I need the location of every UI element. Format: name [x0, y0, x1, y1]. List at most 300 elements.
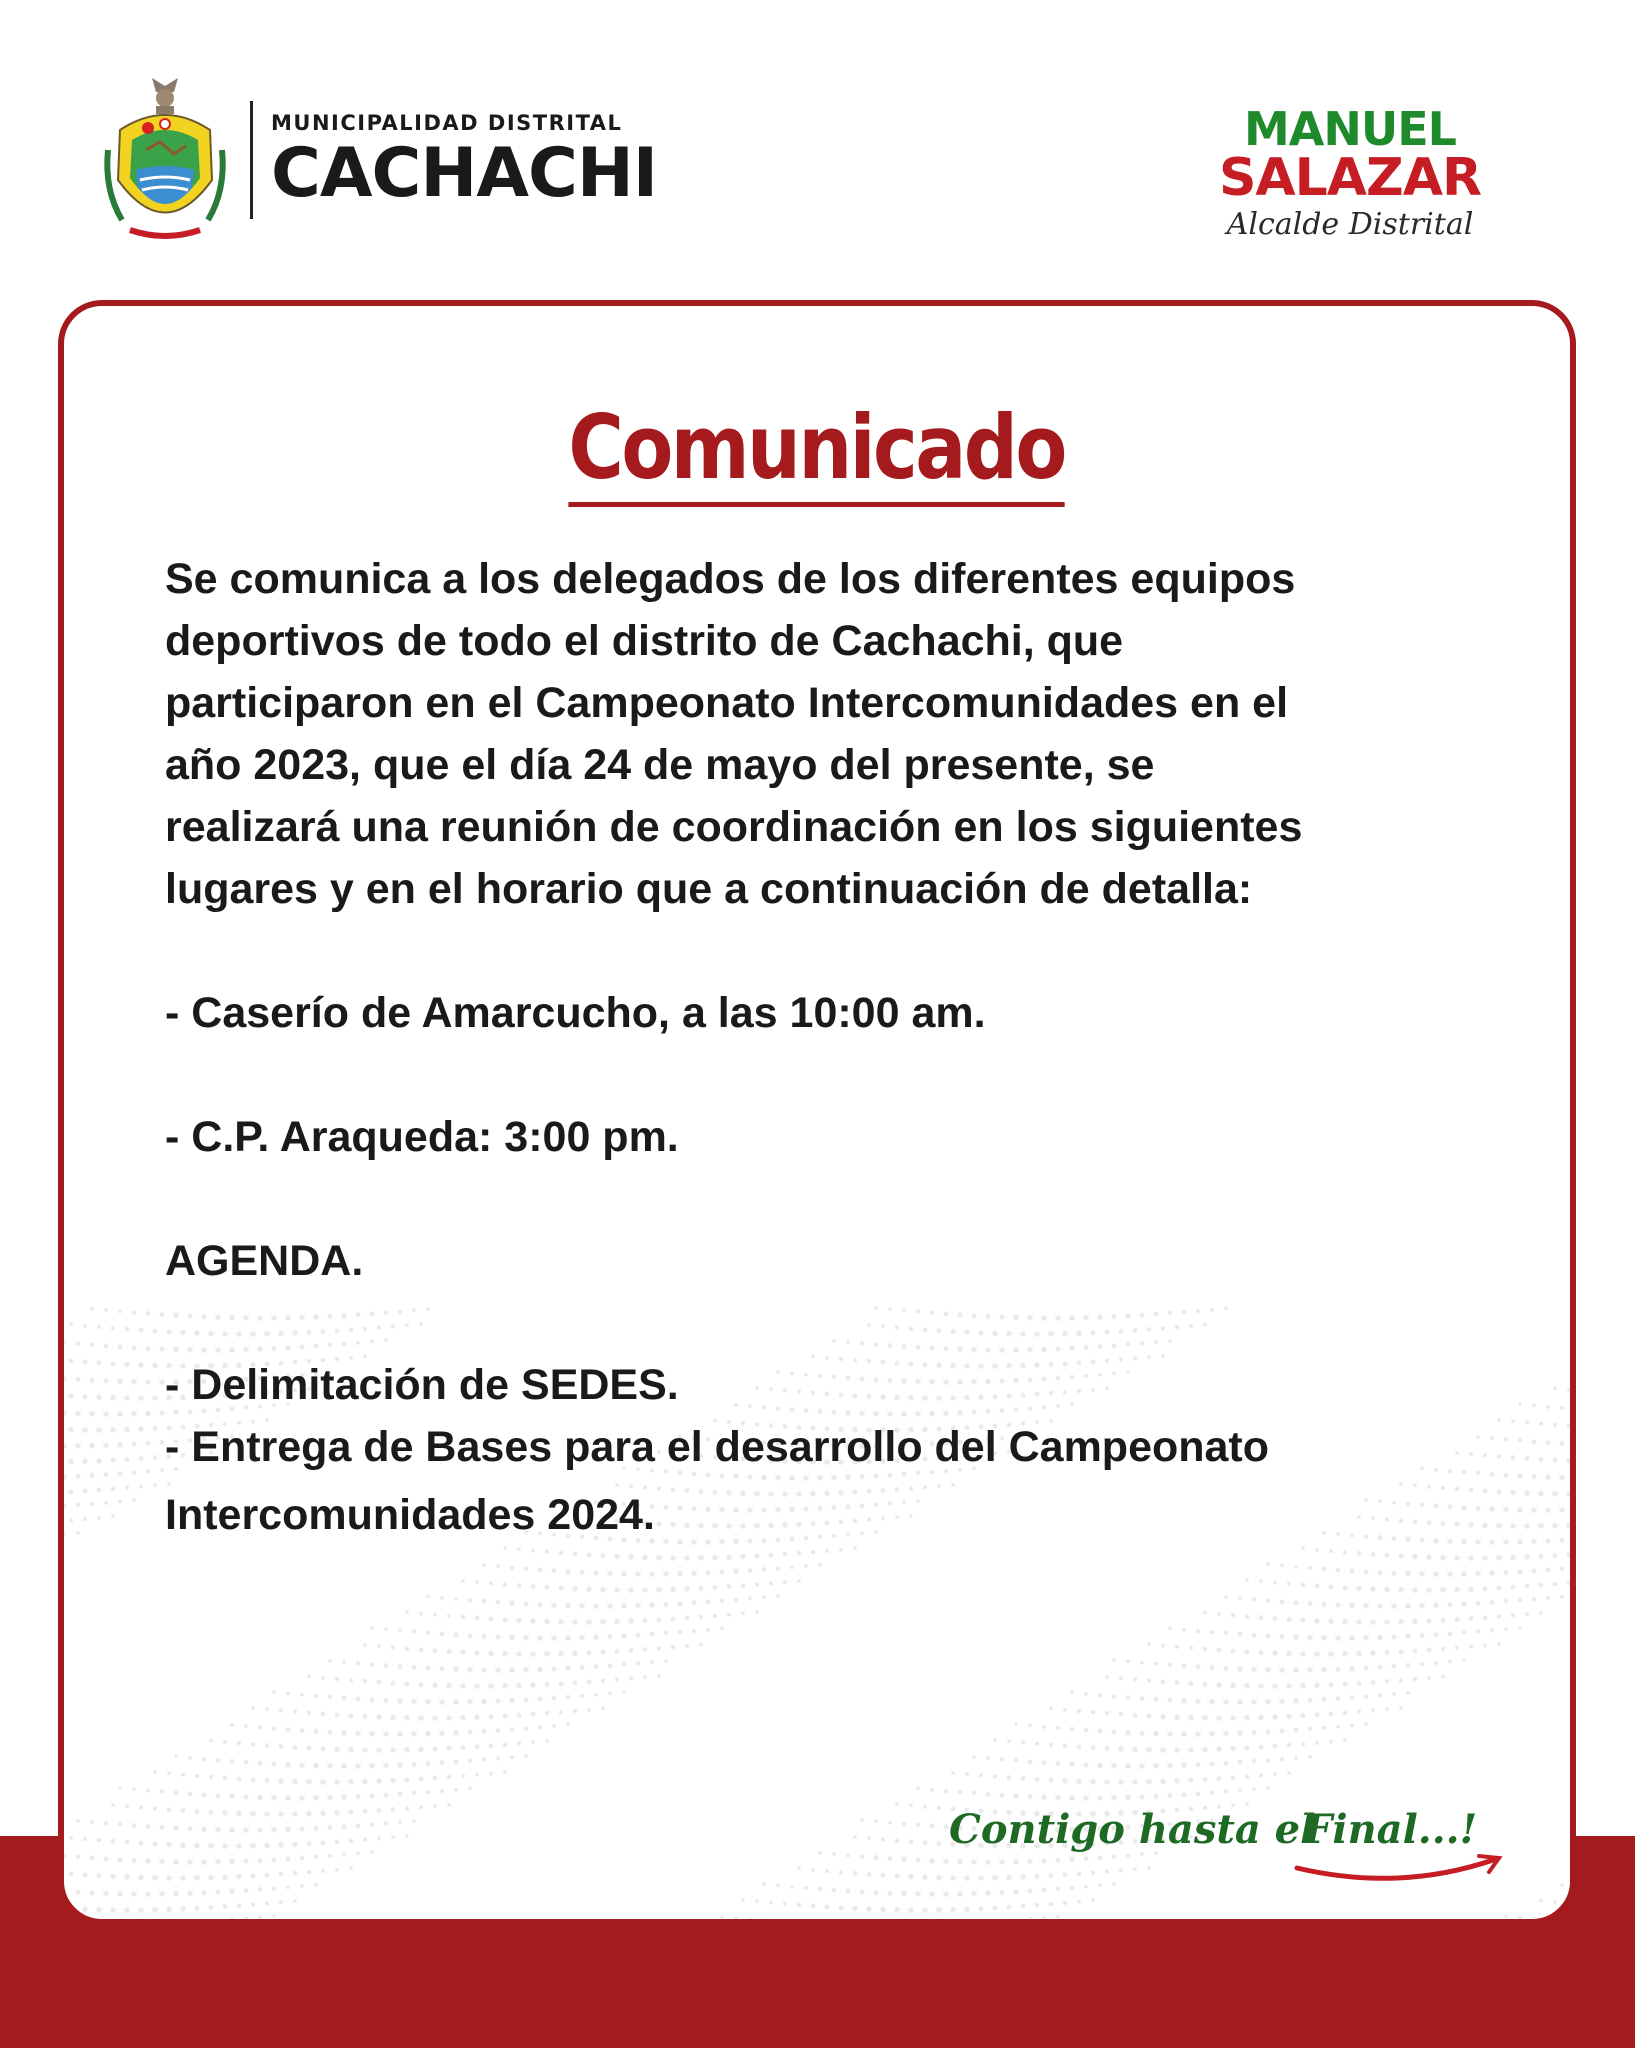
pattern-dot [1111, 1795, 1117, 1801]
intro-line: realizará una reunión de coordinación en los siguientes [165, 803, 1303, 851]
pattern-dot [929, 1858, 934, 1863]
pattern-dot [117, 1891, 123, 1897]
pattern-dot [1391, 1603, 1397, 1609]
pattern-dot [75, 1377, 80, 1382]
pattern-dot [1265, 1667, 1271, 1673]
pattern-dot [888, 1820, 892, 1824]
pattern-dot [468, 1598, 472, 1602]
pattern-dot [530, 1682, 535, 1687]
pattern-dot [859, 1889, 864, 1894]
pattern-dot [1147, 1642, 1151, 1646]
pattern-dot [461, 1615, 466, 1620]
pattern-dot [762, 1882, 766, 1886]
pattern-dot [663, 1602, 668, 1607]
pattern-dot [684, 1555, 690, 1561]
pattern-dot [670, 1555, 676, 1561]
pattern-dot [244, 1888, 249, 1893]
pattern-dot [1518, 1916, 1522, 1919]
slogan-part-1: Contigo hasta el [949, 1806, 1316, 1853]
pattern-dot [1091, 1710, 1095, 1714]
pattern-dot [272, 1886, 276, 1890]
pattern-dot [146, 1824, 151, 1829]
pattern-dot [1280, 1728, 1285, 1733]
pattern-dot [1455, 1646, 1459, 1650]
pattern-dot [1111, 1729, 1116, 1734]
pattern-dot [1048, 1778, 1053, 1783]
pattern-dot [559, 1710, 563, 1714]
pattern-dot [636, 1661, 640, 1665]
pattern-dot [1125, 1795, 1130, 1800]
pattern-dot [580, 1694, 584, 1698]
pattern-dot [104, 1472, 109, 1477]
pattern-dot [131, 1411, 137, 1417]
pattern-dot [230, 1917, 234, 1919]
pattern-dot [223, 1740, 227, 1744]
pattern-dot [159, 1346, 164, 1351]
pattern-dot [82, 1394, 87, 1399]
pattern-dot [1539, 1583, 1544, 1588]
pattern-dot [720, 1599, 725, 1604]
pattern-dot [1539, 1611, 1543, 1615]
pattern-dot [412, 1630, 416, 1634]
pattern-dot [454, 1759, 459, 1764]
pattern-dot [1251, 1699, 1257, 1705]
pattern-dot [1349, 1635, 1355, 1641]
pattern-dot [1336, 1696, 1341, 1701]
pattern-dot [1013, 1889, 1018, 1894]
pattern-dot [320, 1811, 325, 1816]
pattern-dot [1266, 1758, 1270, 1762]
pattern-dot [573, 1709, 577, 1713]
pattern-dot [1104, 1746, 1109, 1751]
pattern-dot [1021, 1904, 1026, 1909]
pattern-dot [657, 1646, 661, 1650]
pattern-dot [404, 1747, 410, 1753]
pattern-dot [96, 1907, 102, 1913]
pattern-dot [930, 1824, 935, 1829]
pattern-dot [356, 1823, 361, 1828]
pattern-dot [145, 1858, 150, 1863]
pattern-dot [328, 1659, 332, 1663]
pattern-dot [1049, 1707, 1053, 1711]
pattern-dot [698, 1555, 704, 1561]
pattern-dot [838, 1905, 843, 1910]
pattern-dot [1146, 1747, 1152, 1753]
pattern-dot [1034, 1777, 1039, 1782]
pattern-dot [187, 1891, 192, 1896]
pattern-dot [1084, 1728, 1089, 1733]
pattern-dot [83, 1359, 88, 1364]
pattern-dot [1546, 1440, 1551, 1445]
pattern-dot [937, 1806, 941, 1810]
pattern-dot [1370, 1586, 1375, 1591]
pattern-dot [656, 1587, 662, 1593]
pattern-dot [524, 1726, 528, 1730]
agenda-item-bases: - Entrega de Bases para el desarrollo del Campeonato [165, 1423, 1270, 1471]
pattern-dot [76, 1819, 80, 1823]
pattern-dot [390, 1715, 395, 1720]
pattern-dot [944, 1824, 949, 1829]
pattern-dot [398, 1792, 403, 1797]
pattern-dot [432, 1682, 437, 1687]
pattern-dot [1412, 1587, 1418, 1593]
pattern-dot [64, 1474, 67, 1479]
pattern-dot [1447, 1602, 1452, 1607]
pattern-dot [1454, 1587, 1460, 1593]
pattern-dot [1356, 1681, 1361, 1686]
pattern-dot [159, 1859, 165, 1865]
pattern-dot [489, 1743, 494, 1748]
pattern-dot [1021, 1740, 1025, 1744]
pattern-dot [1468, 1555, 1474, 1561]
pattern-dot [1286, 1714, 1291, 1719]
pattern-dot [607, 1603, 613, 1609]
pattern-dot [139, 1484, 143, 1488]
pattern-dot [944, 1789, 948, 1793]
pattern-dot [1427, 1648, 1432, 1653]
pattern-dot [523, 1697, 528, 1702]
pattern-dot [1181, 1763, 1186, 1768]
pattern-dot [1028, 1888, 1033, 1893]
pattern-dot [657, 1674, 661, 1678]
pattern-dot [1252, 1787, 1256, 1791]
pattern-dot [1167, 1731, 1173, 1737]
pattern-dot [1293, 1667, 1299, 1673]
pattern-dot [1028, 1917, 1032, 1919]
pattern-dot [244, 1916, 248, 1919]
pattern-dot [1566, 1458, 1570, 1463]
intro-line: participaron en el Campeonato Intercomunidades en el [165, 679, 1289, 727]
pattern-dot [264, 1843, 269, 1848]
pattern-dot [1167, 1698, 1172, 1703]
pattern-dot [986, 1792, 991, 1797]
pattern-dot [979, 1773, 983, 1777]
pattern-dot [264, 1873, 269, 1878]
pattern-dot [1091, 1899, 1095, 1903]
pattern-dot [229, 1859, 235, 1865]
pattern-dot [180, 1875, 186, 1881]
pattern-dot [83, 1837, 87, 1841]
pattern-dot [201, 1827, 206, 1832]
pattern-dot [1294, 1728, 1299, 1733]
pattern-dot [1063, 1744, 1068, 1749]
pattern-dot [755, 1899, 759, 1903]
pattern-dot [432, 1746, 437, 1751]
agenda-item-sedes: - Delimitación de SEDES. [165, 1361, 679, 1409]
municipality-name: CACHACHI [271, 133, 658, 213]
pattern-dot [467, 1699, 473, 1705]
pattern-dot [89, 1443, 95, 1449]
pattern-dot [1378, 1693, 1382, 1697]
pattern-dot [334, 1810, 339, 1815]
pattern-dot [845, 1889, 850, 1894]
pattern-dot [104, 1501, 108, 1505]
pattern-dot [342, 1660, 346, 1664]
pattern-dot [579, 1635, 585, 1641]
pattern-dot [1160, 1779, 1165, 1784]
pattern-dot [677, 1601, 682, 1606]
pattern-dot [1559, 1441, 1564, 1446]
pattern-dot [110, 1907, 116, 1913]
pattern-dot [230, 1723, 234, 1727]
pattern-dot [1063, 1708, 1067, 1712]
pattern-dot [1405, 1603, 1411, 1609]
pattern-dot [1245, 1578, 1249, 1582]
pattern-dot [1518, 1626, 1522, 1630]
pattern-dot [1195, 1762, 1200, 1767]
pattern-dot [1188, 1778, 1193, 1783]
pattern-dot [69, 1836, 73, 1840]
pattern-dot [180, 1906, 185, 1911]
pattern-dot [418, 1682, 423, 1687]
pattern-dot [1258, 1650, 1263, 1655]
pattern-dot [1552, 1523, 1558, 1529]
pattern-dot [1377, 1635, 1382, 1640]
pattern-dot [523, 1601, 528, 1606]
pattern-dot [1440, 1555, 1446, 1561]
pattern-dot [755, 1610, 759, 1614]
pattern-dot [173, 1891, 179, 1897]
pattern-dot [1517, 1507, 1523, 1513]
notice-title: Comunicado [569, 402, 1065, 507]
pattern-dot [209, 1739, 213, 1743]
pattern-dot [1363, 1635, 1369, 1641]
pattern-dot [643, 1675, 647, 1679]
pattern-dot [1287, 1771, 1291, 1775]
pattern-dot [181, 1808, 186, 1813]
pattern-dot [321, 1676, 325, 1680]
pattern-dot [783, 1552, 788, 1557]
pattern-dot [1566, 1523, 1570, 1528]
pattern-dot [1258, 1745, 1263, 1750]
pattern-dot [628, 1587, 634, 1593]
pattern-dot [608, 1692, 612, 1696]
pattern-dot [75, 1411, 81, 1417]
pattern-dot [1035, 1742, 1039, 1746]
pattern-dot [356, 1852, 360, 1856]
pattern-dot [279, 1744, 284, 1749]
pattern-dot [1426, 1587, 1432, 1593]
pattern-dot [1517, 1473, 1522, 1478]
pattern-dot [398, 1664, 403, 1669]
pattern-dot [950, 1907, 956, 1913]
pattern-dot [89, 1411, 95, 1417]
pattern-dot [1517, 1539, 1523, 1545]
pattern-dot [1469, 1645, 1473, 1649]
pattern-dot [292, 1842, 297, 1847]
pattern-dot [1371, 1708, 1375, 1712]
pattern-dot [565, 1603, 571, 1609]
pattern-dot [488, 1683, 494, 1689]
pattern-dot [1434, 1661, 1438, 1665]
pattern-dot [565, 1666, 570, 1671]
pattern-dot [895, 1802, 899, 1806]
pattern-dot [523, 1667, 529, 1673]
pattern-dot [384, 1821, 388, 1825]
pattern-dot [1042, 1725, 1046, 1729]
pattern-dot [265, 1901, 269, 1905]
pattern-dot [159, 1410, 164, 1415]
pattern-dot [1175, 1645, 1179, 1649]
pattern-dot [635, 1603, 640, 1608]
pattern-dot [103, 1891, 108, 1896]
pattern-dot [454, 1632, 459, 1637]
pattern-dot [69, 1323, 73, 1327]
pattern-dot [1112, 1658, 1116, 1662]
pattern-dot [321, 1869, 325, 1873]
pattern-dot [1252, 1597, 1256, 1601]
pattern-dot [1532, 1404, 1536, 1408]
pattern-dot [867, 1836, 871, 1840]
pattern-dot [1553, 1900, 1557, 1904]
pattern-dot [776, 1566, 780, 1570]
pattern-dot [1258, 1715, 1263, 1720]
pattern-dot [1434, 1632, 1439, 1637]
pattern-dot [412, 1791, 417, 1796]
pattern-dot [1174, 1778, 1179, 1783]
pattern-dot [1210, 1630, 1214, 1634]
pattern-dot [769, 1900, 773, 1904]
pattern-dot [222, 1843, 228, 1849]
pattern-dot [314, 1694, 318, 1698]
pattern-dot [762, 1918, 767, 1919]
pattern-dot [1497, 1642, 1501, 1646]
pattern-dot [433, 1613, 437, 1617]
pattern-dot [152, 1907, 158, 1913]
pattern-dot [895, 1838, 900, 1843]
pattern-dot [1560, 1883, 1564, 1887]
pattern-dot [495, 1698, 500, 1703]
pattern-dot [237, 1903, 242, 1908]
pattern-dot [853, 1835, 857, 1839]
pattern-dot [118, 1471, 123, 1476]
pattern-dot [908, 1907, 914, 1913]
pattern-dot [496, 1564, 500, 1568]
pattern-dot [642, 1587, 648, 1593]
pattern-dot [68, 1393, 73, 1398]
pattern-dot [573, 1551, 578, 1556]
pattern-dot [1077, 1709, 1081, 1713]
pattern-dot [138, 1362, 143, 1367]
pattern-dot [1349, 1666, 1354, 1671]
pattern-dot [1518, 1402, 1522, 1406]
pattern-dot [503, 1742, 508, 1747]
pattern-dot [1223, 1666, 1228, 1671]
pattern-dot [692, 1600, 697, 1605]
pattern-dot [510, 1755, 514, 1759]
pattern-dot [1342, 1585, 1347, 1590]
pattern-dot [328, 1854, 332, 1858]
pattern-dot [111, 1515, 115, 1519]
pattern-dot [502, 1683, 508, 1689]
pattern-dot [1483, 1615, 1488, 1620]
pattern-dot [530, 1651, 536, 1657]
pattern-dot [419, 1805, 423, 1809]
pattern-dot [229, 1889, 234, 1894]
pattern-dot [923, 1840, 928, 1845]
pattern-dot [601, 1707, 605, 1711]
pattern-dot [894, 1907, 900, 1913]
pattern-dot [496, 1728, 501, 1733]
pattern-dot [355, 1763, 361, 1769]
pattern-dot [586, 1650, 591, 1655]
pattern-dot [901, 1857, 906, 1862]
pattern-dot [439, 1666, 444, 1671]
pattern-dot [1413, 1677, 1417, 1681]
pattern-dot [433, 1804, 437, 1808]
pattern-dot [1112, 1694, 1116, 1698]
pattern-dot [1419, 1603, 1425, 1609]
pattern-dot [174, 1755, 178, 1759]
pattern-dot [586, 1587, 591, 1592]
pattern-dot [769, 1581, 773, 1585]
pattern-dot [1161, 1679, 1166, 1684]
pattern-dot [1251, 1730, 1256, 1735]
pattern-dot [132, 1787, 136, 1791]
pattern-dot [279, 1708, 283, 1712]
pattern-dot [97, 1838, 101, 1842]
pattern-dot [152, 1875, 158, 1881]
pattern-dot [951, 1771, 955, 1775]
pattern-dot [369, 1763, 375, 1769]
pattern-dot [1014, 1758, 1019, 1763]
pattern-dot [586, 1619, 592, 1625]
pattern-dot [517, 1741, 521, 1745]
pattern-dot [593, 1570, 598, 1575]
pattern-dot [614, 1554, 619, 1559]
pattern-dot [1321, 1602, 1326, 1607]
pattern-dot [901, 1891, 907, 1897]
pattern-dot [187, 1826, 192, 1831]
pattern-dot [1041, 1795, 1046, 1800]
pattern-dot [118, 1786, 122, 1790]
pattern-dot [83, 1488, 88, 1493]
pattern-dot [97, 1360, 102, 1365]
pattern-dot [257, 1827, 263, 1833]
pattern-dot [314, 1855, 319, 1860]
pattern-dot [1413, 1648, 1418, 1653]
pattern-dot [313, 1729, 318, 1734]
pattern-dot [1013, 1793, 1018, 1798]
pattern-dot [566, 1723, 570, 1727]
pattern-dot [1385, 1679, 1390, 1684]
pattern-dot [972, 1755, 976, 1759]
pattern-dot [1329, 1584, 1334, 1589]
pattern-dot [453, 1667, 458, 1672]
pattern-dot [110, 1874, 115, 1879]
pattern-dot [348, 1779, 354, 1785]
pattern-dot [250, 1843, 256, 1849]
pattern-dot [446, 1746, 451, 1751]
pattern-dot [545, 1739, 549, 1743]
pattern-dot [1070, 1886, 1074, 1890]
pattern-dot [741, 1898, 745, 1902]
pattern-dot [1342, 1651, 1348, 1657]
pattern-dot [1517, 1569, 1522, 1574]
pattern-dot [342, 1824, 347, 1829]
pattern-dot [426, 1631, 431, 1636]
pattern-dot [1195, 1731, 1201, 1737]
pattern-dot [1510, 1523, 1516, 1529]
pattern-dot [139, 1456, 144, 1461]
pattern-dot [566, 1695, 571, 1700]
pattern-dot [1462, 1659, 1466, 1663]
pattern-dot [643, 1647, 648, 1652]
pattern-dot [1335, 1602, 1340, 1607]
pattern-dot [880, 1873, 885, 1878]
pattern-dot [1279, 1667, 1285, 1673]
pattern-dot [1567, 1581, 1570, 1585]
